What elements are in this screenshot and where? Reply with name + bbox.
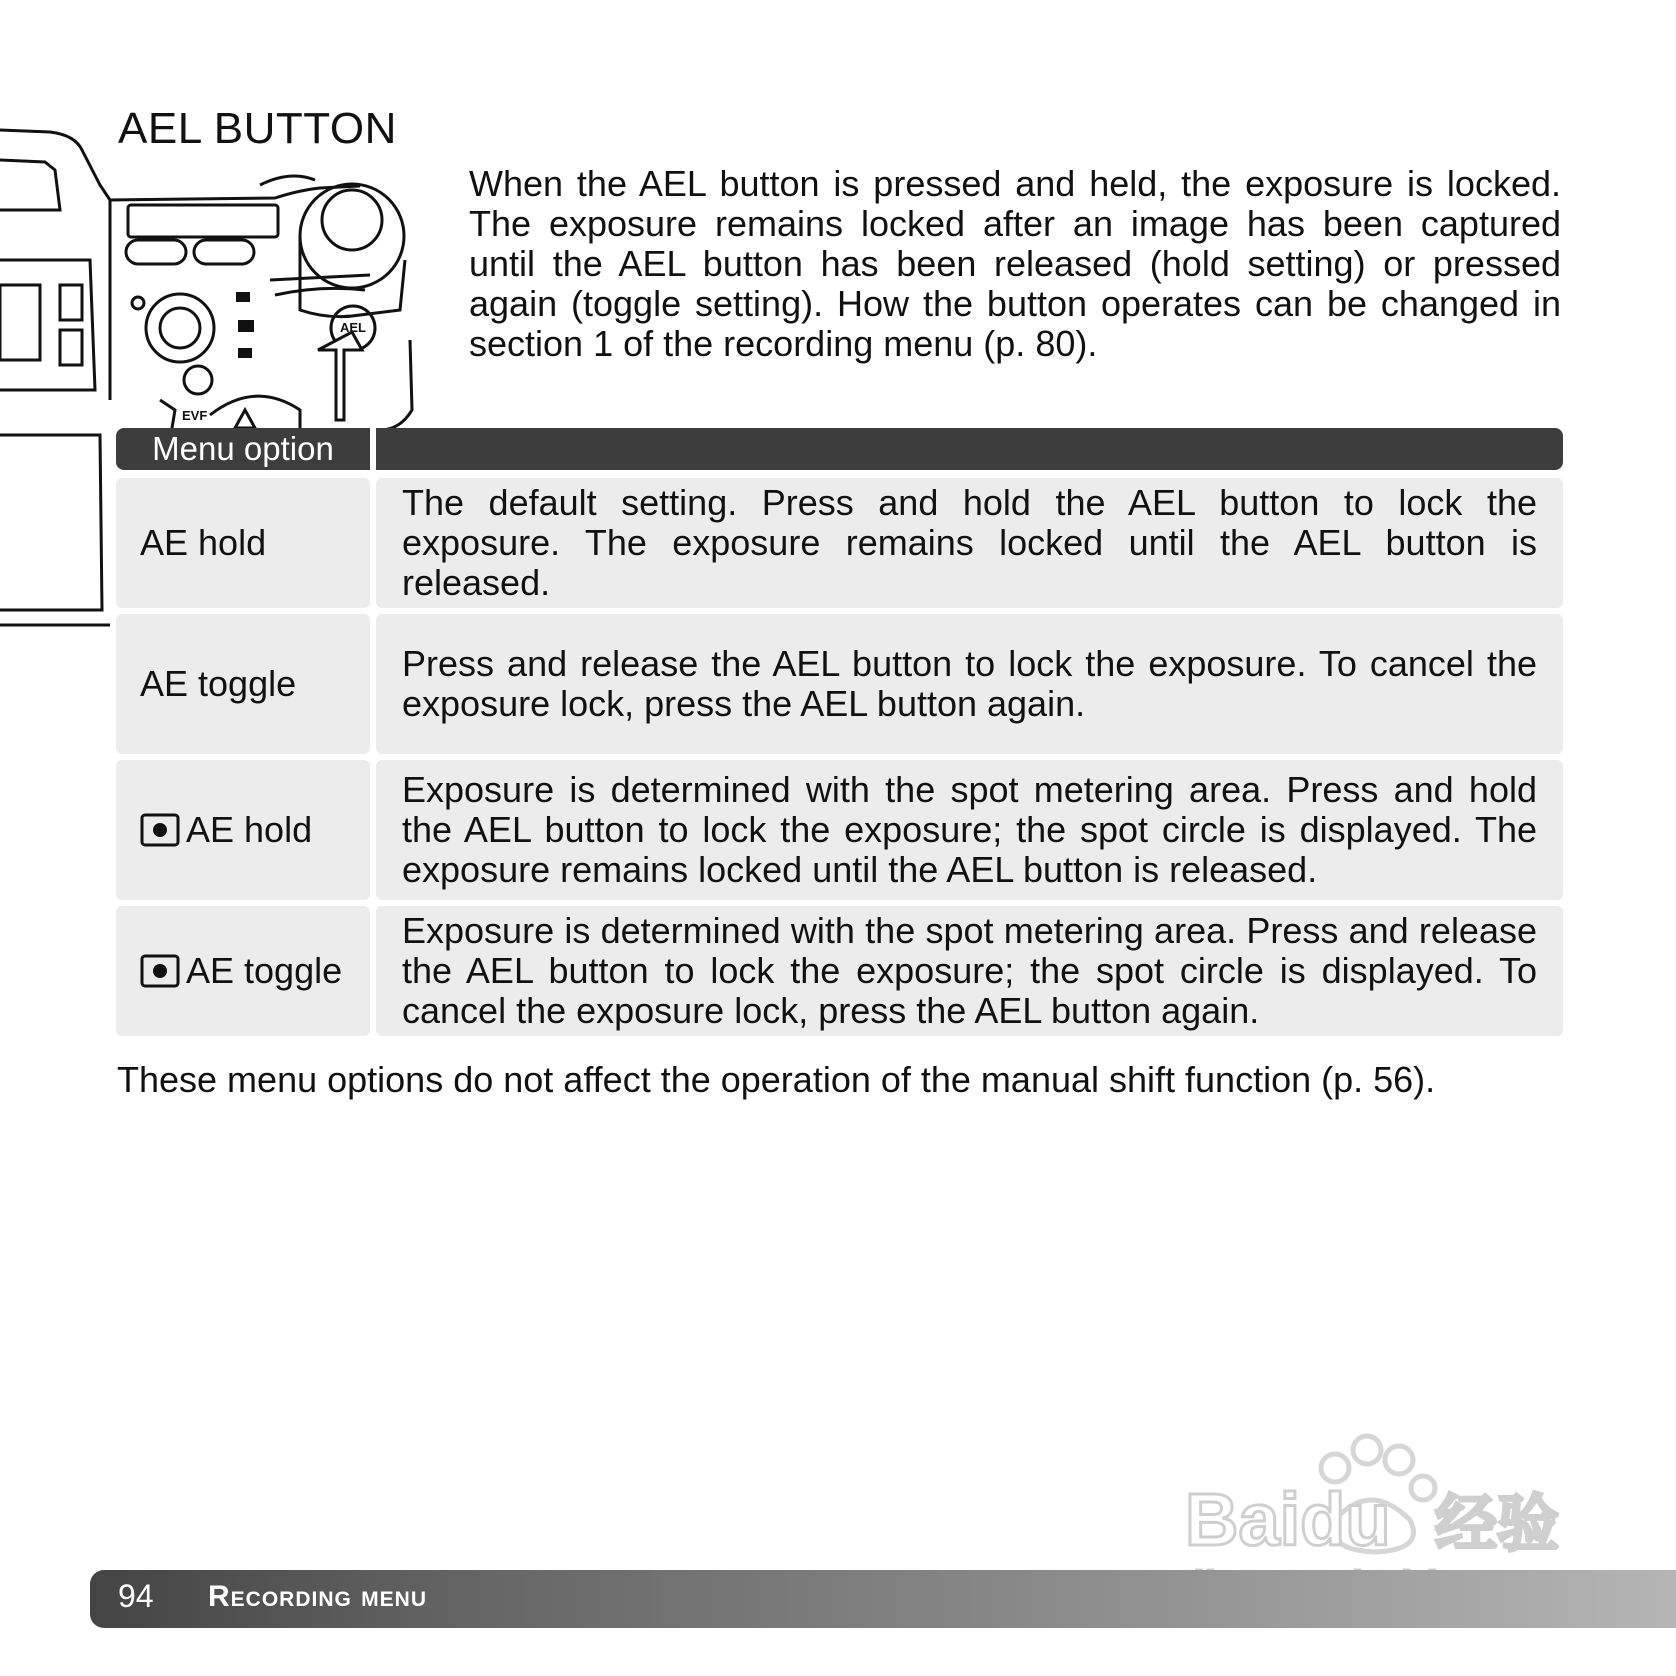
section-name: Recording menu — [208, 1580, 428, 1613]
watermark-brand-cn: 经验 — [1435, 1487, 1560, 1560]
option-description: Press and release the AEL button to lock the exposure. To cancel the exposure lock, press the AEL button again. — [402, 643, 1537, 724]
footnote: These menu options do not affect the operation of the manual shift function (p. 56). — [117, 1059, 1436, 1100]
page-number: 94 — [118, 1578, 154, 1614]
table-row — [116, 478, 1563, 608]
page-title: AEL BUTTON — [118, 104, 397, 153]
ael-label: AEL — [340, 320, 366, 335]
option-spot-ae-toggle: AE toggle — [186, 950, 343, 991]
table-header-blank — [376, 428, 1563, 470]
intro-paragraph: When the AEL button is pressed and held, the exposure is locked. The exposure remains locked after an image has been captured until the AEL button has been released (hold setting) or pressed again (toggle setting). How the button operates can be changed in section 1 of the recording menu (p. 80). — [469, 163, 1561, 364]
table-row — [116, 614, 1563, 754]
watermark-brand: Baidu — [1185, 1478, 1391, 1561]
evf-label: EVF — [182, 408, 208, 423]
spot-metering-icon — [140, 813, 180, 847]
option-ae-hold: AE hold — [140, 522, 267, 563]
option-spot-ae-hold: AE hold — [186, 809, 313, 850]
table-row — [116, 906, 1563, 1036]
pointer-arrow-icon — [318, 332, 362, 420]
option-description: Exposure is determined with the spot metering area. Press and release the AEL button to lock the exposure; the spot circle is displayed. To cancel the exposure lock, press the AEL button again. — [402, 910, 1537, 1031]
option-description: The default setting. Press and hold the AEL button to lock the exposure. The exposure remains locked until the AEL button is released. — [402, 482, 1537, 603]
spot-metering-icon — [140, 954, 180, 988]
option-ae-toggle: AE toggle — [140, 663, 297, 704]
option-description: Exposure is determined with the spot metering area. Press and hold the AEL button to lock the exposure; the spot circle is displayed. The exposure remains locked until the AEL button is released. — [402, 769, 1537, 890]
table-row — [116, 760, 1563, 900]
table-header-menu-option: Menu option — [116, 428, 370, 470]
